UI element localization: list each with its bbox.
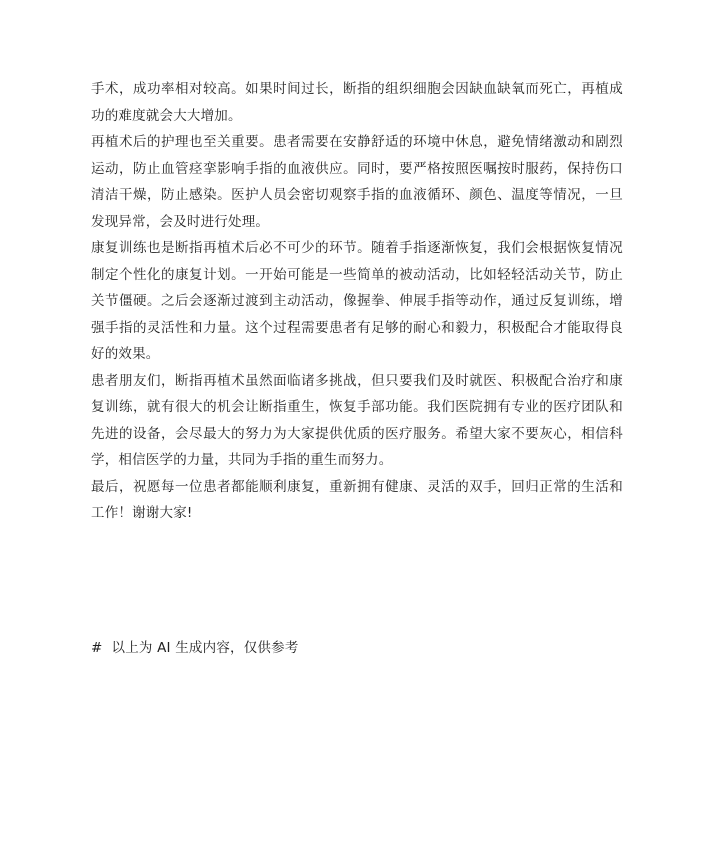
document-body	[91, 76, 623, 527]
ai-disclaimer-text: 以上为 AI 生成内容，仅供参考	[111, 640, 299, 656]
paragraph-3: 康复训练也是断指再植术后必不可少的环节。随着手指逐渐恢复，我们会根据恢复情况制定个性化的康复计划。一开始可能是一些简单的被动活动，比如轻轻活动关节，防止关节僵硬。之后会逐渐过渡到主动活动，像握拳、伸展手指等动作，通过反复训练，增强手指的灵活性和力量。这个过程需要患者有足够的耐心和毅力，积极配合才能取得良好的效果。	[91, 240, 623, 362]
paragraph-1: 手术，成功率相对较高。如果时间过长，断指的组织细胞会因缺血缺氧而死亡，再植成功的难度就会大大增加。	[91, 81, 623, 124]
hash-symbol: #	[91, 640, 103, 656]
paragraph-2: 再植术后的护理也至关重要。患者需要在安静舒适的环境中休息，避免情绪激动和剧烈运动，防止血管痉挛影响手指的血液供应。同时，要严格按照医嘱按时服药，保持伤口清洁干燥，防止感染。医护人员会密切观察手指的血液循环、颜色、温度等情况，一旦发现异常，会及时进行处理。	[91, 134, 623, 230]
paragraph-4: 患者朋友们，断指再植术虽然面临诸多挑战，但只要我们及时就医、积极配合治疗和康复训练，就有很大的机会让断指重生，恢复手部功能。我们医院拥有专业的医疗团队和先进的设备，会尽最大的努力为大家提供优质的医疗服务。希望大家不要灰心，相信科学，相信医学的力量，共同为手指的重生而努力。	[91, 372, 623, 468]
ai-disclaimer	[91, 635, 623, 661]
paragraph-5: 最后，祝愿每一位患者都能顺利康复，重新拥有健康、灵活的双手，回归正常的生活和工作！谢谢大家!	[91, 478, 623, 521]
